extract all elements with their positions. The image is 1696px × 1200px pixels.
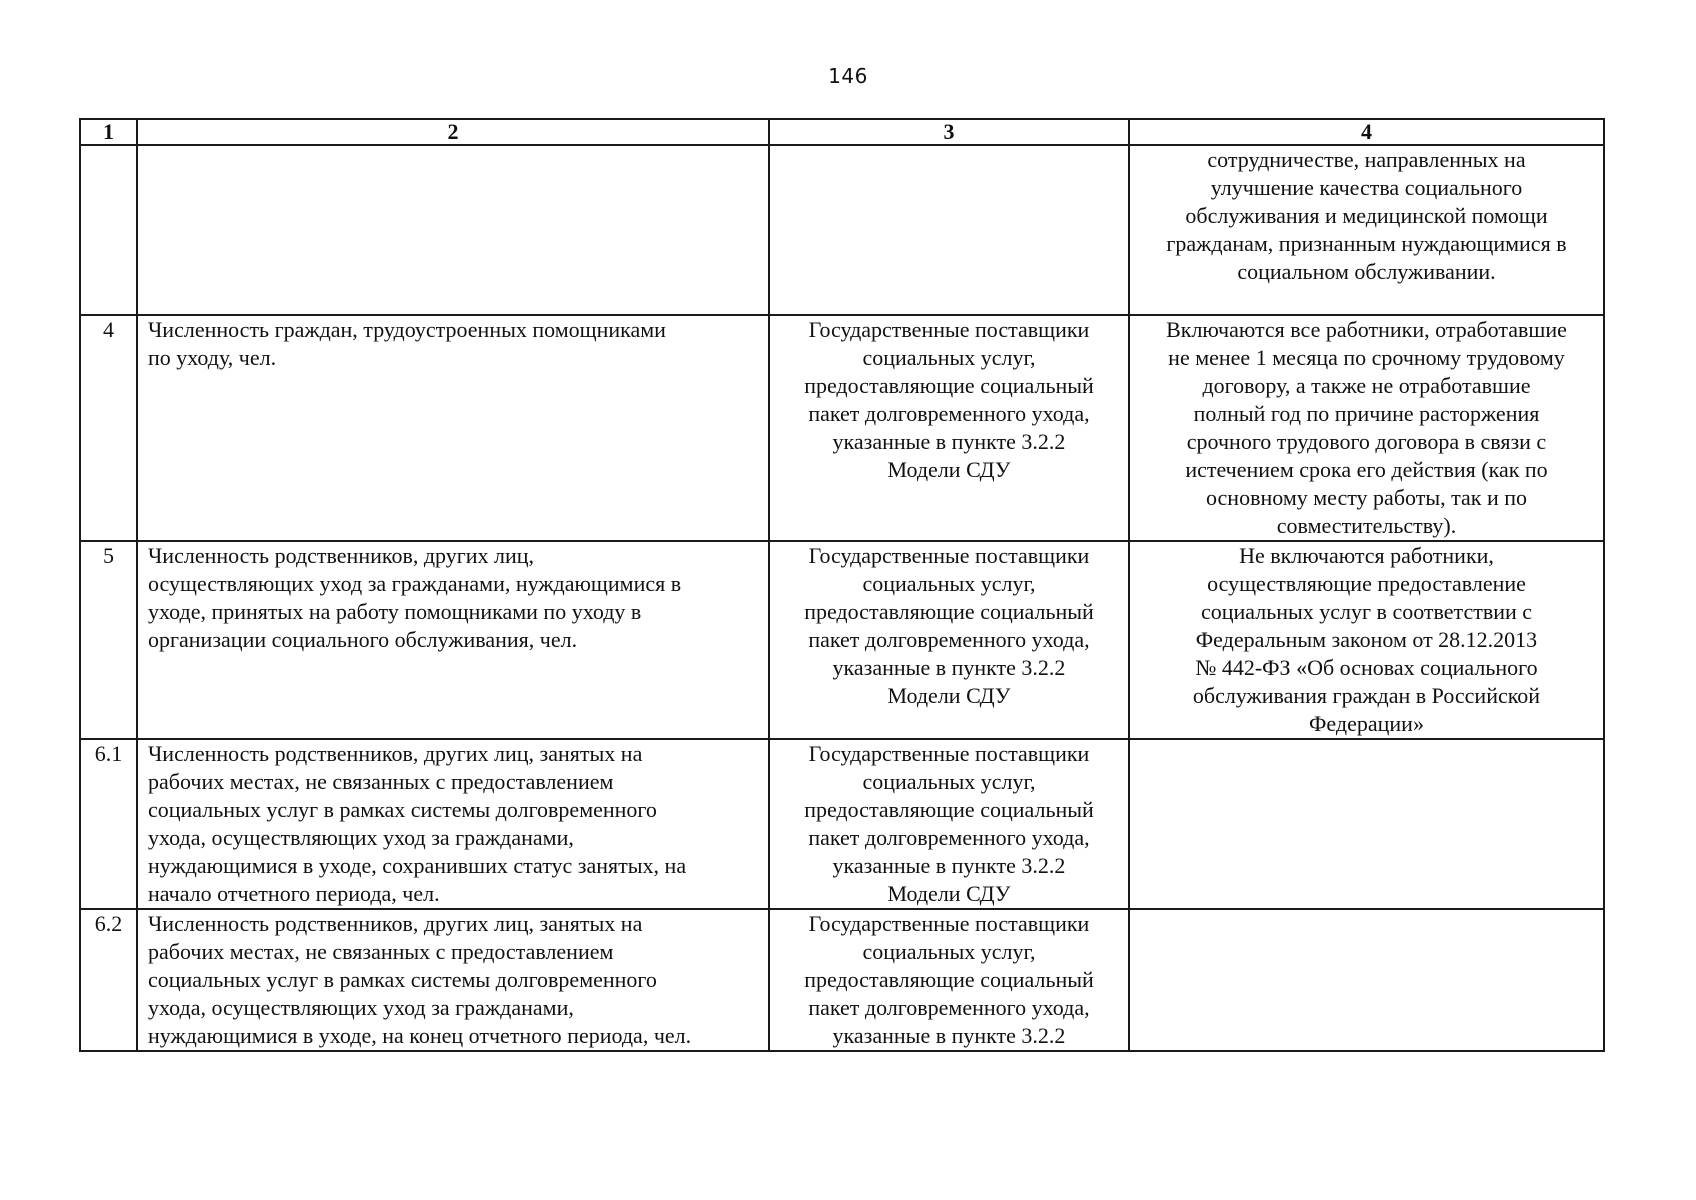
row-number bbox=[80, 145, 137, 315]
table-row bbox=[80, 739, 1604, 909]
indicator-cell: Численность родственников, других лиц, осуществляющих уход за гражданами, нуждающимися в уходе, принятых на работу помощниками по уходу в организации социального обслуживания, чел. bbox=[137, 541, 769, 739]
table-row bbox=[80, 145, 1604, 315]
row-number: 4 bbox=[80, 315, 137, 541]
note-cell bbox=[1129, 909, 1604, 1051]
row-number: 6.1 bbox=[80, 739, 137, 909]
table-header-row bbox=[80, 119, 1604, 145]
column-header-4: 4 bbox=[1129, 119, 1604, 145]
indicator-cell: Численность родственников, других лиц, занятых на рабочих местах, не связанных с предоставлением социальных услуг в рамках системы долговременного ухода, осуществляющих уход за гражданами, нуждающимися в уходе, на конец отчетного периода, чел. bbox=[137, 909, 769, 1051]
note-cell: Включаются все работники, отработавшие не менее 1 месяца по срочному трудовому договору, а также не отработавшие полный год по причине расторжения срочного трудового договора в связи с истечением срока его действия (как по основному месту работы, так и по совместительству). bbox=[1129, 315, 1604, 541]
providers-cell: Государственные поставщики социальных услуг, предоставляющие социальный пакет долговременного ухода, указанные в пункте 3.2.2 Модели СДУ bbox=[769, 315, 1129, 541]
indicator-cell: Численность родственников, других лиц, занятых на рабочих местах, не связанных с предоставлением социальных услуг в рамках системы долговременного ухода, осуществляющих уход за гражданами, нуждающимися в уходе, сохранивших статус занятых, на начало отчетного периода, чел. bbox=[137, 739, 769, 909]
page-number: 146 bbox=[828, 64, 868, 88]
indicators-table bbox=[79, 118, 1605, 1052]
row-number: 5 bbox=[80, 541, 137, 739]
note-cell bbox=[1129, 739, 1604, 909]
providers-cell: Государственные поставщики социальных услуг, предоставляющие социальный пакет долговременного ухода, указанные в пункте 3.2.2 bbox=[769, 909, 1129, 1051]
column-header-3: 3 bbox=[769, 119, 1129, 145]
indicator-cell: Численность граждан, трудоустроенных помощниками по уходу, чел. bbox=[137, 315, 769, 541]
row-number: 6.2 bbox=[80, 909, 137, 1051]
table-row bbox=[80, 315, 1604, 541]
note-cell: Не включаются работники, осуществляющие предоставление социальных услуг в соответствии с Федеральным законом от 28.12.2013 № 442-ФЗ «Об основах социального обслуживания граждан в Российской Федерации» bbox=[1129, 541, 1604, 739]
column-header-1: 1 bbox=[80, 119, 137, 145]
providers-cell: Государственные поставщики социальных услуг, предоставляющие социальный пакет долговременного ухода, указанные в пункте 3.2.2 Модели СДУ bbox=[769, 739, 1129, 909]
table-row bbox=[80, 909, 1604, 1051]
providers-cell bbox=[769, 145, 1129, 315]
providers-cell: Государственные поставщики социальных услуг, предоставляющие социальный пакет долговременного ухода, указанные в пункте 3.2.2 Модели СДУ bbox=[769, 541, 1129, 739]
table-row bbox=[80, 541, 1604, 739]
column-header-2: 2 bbox=[137, 119, 769, 145]
indicator-cell bbox=[137, 145, 769, 315]
note-cell: сотрудничестве, направленных на улучшение качества социального обслуживания и медицинской помощи гражданам, признанным нуждающимися в социальном обслуживании. bbox=[1129, 145, 1604, 315]
